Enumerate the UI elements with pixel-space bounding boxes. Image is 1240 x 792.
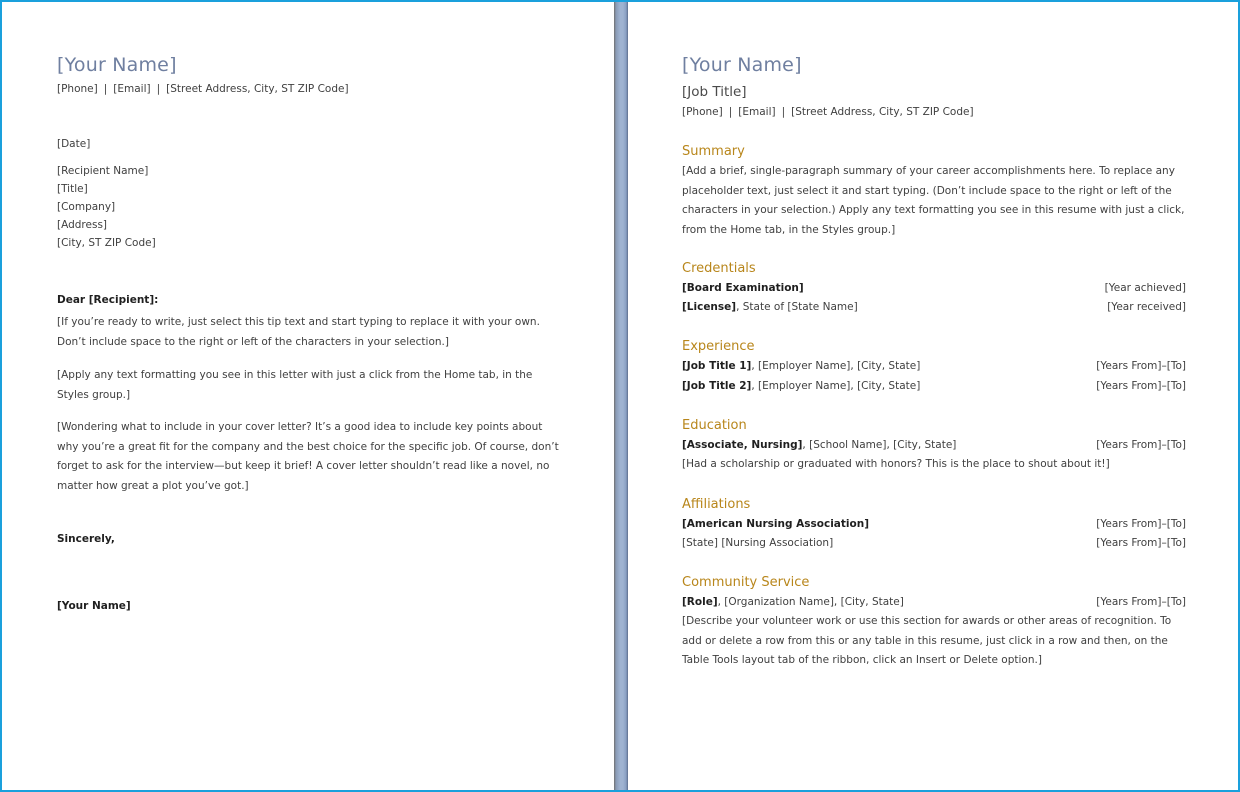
resume-email[interactable]: [Email] <box>738 106 776 118</box>
credential-name: [License] <box>682 301 737 313</box>
recipient-company[interactable]: [Company] <box>57 201 116 213</box>
education-note[interactable]: [Had a scholarship or graduated with honors? This is the place to shout about it!] <box>682 458 1110 470</box>
affiliation-dates[interactable]: [Years From]–[To] <box>1096 537 1186 549</box>
credential-row[interactable] <box>682 282 804 294</box>
letter-contact-line <box>57 83 349 95</box>
recipient-address[interactable]: [Address] <box>57 219 108 231</box>
letter-signature[interactable]: [Your Name] <box>57 600 131 612</box>
community-role: [Role] <box>682 596 718 608</box>
community-row[interactable] <box>682 596 904 608</box>
resume-contact-line <box>682 106 974 118</box>
experience-employer: , [Employer Name], [City, State] <box>751 380 921 392</box>
community-text[interactable]: [Describe your volunteer work or use this section for awards or other areas of recognition. To add or delete a row from this or any table in this resume, just click in a row and then, on the Table Tools layout tab of the ribbon, click an Insert or Delete option.] <box>682 615 1172 666</box>
education-degree: [Associate, Nursing] <box>682 439 803 451</box>
credential-date[interactable]: [Year received] <box>1107 301 1186 313</box>
letter-email[interactable]: [Email] <box>113 83 151 95</box>
section-heading-community-service[interactable]: Community Service <box>682 575 810 590</box>
education-dates[interactable]: [Years From]–[To] <box>1096 439 1186 451</box>
page-divider <box>614 2 628 790</box>
separator: | <box>781 106 786 118</box>
affiliation-detail: [State] [Nursing Association] <box>682 537 834 549</box>
summary-text[interactable]: [Add a brief, single-paragraph summary of your career accomplishments here. To replace any placeholder text, just select it and start typing. (Don’t include space to the right or left of the characters in your selection.) Apply any text formatting you see in this resume with just a click, from the Home tab, in the Styles group.] <box>682 165 1185 236</box>
recipient-city[interactable]: [City, ST ZIP Code] <box>57 237 156 249</box>
letter-paragraph[interactable]: [Wondering what to include in your cover letter? It’s a good idea to include key points about why you’re a great fit for the company and the best choice for the specific job. Of course, don’t forget to ask for the interview—but keep it brief! A cover letter shouldn’t read like a novel, no matter how great a plot you’ve got.] <box>57 421 559 492</box>
credential-name: [Board Examination] <box>682 282 804 294</box>
resume-name[interactable]: [Your Name] <box>682 54 802 76</box>
experience-row[interactable] <box>682 360 920 372</box>
cover-letter-page <box>2 2 614 790</box>
affiliation-dates[interactable]: [Years From]–[To] <box>1096 518 1186 530</box>
resume-phone[interactable]: [Phone] <box>682 106 723 118</box>
separator: | <box>103 83 108 95</box>
community-dates[interactable]: [Years From]–[To] <box>1096 596 1186 608</box>
letter-paragraph[interactable]: [Apply any text formatting you see in this letter with just a click from the Home tab, in the Styles group.] <box>57 369 533 401</box>
education-school: , [School Name], [City, State] <box>802 439 957 451</box>
resume-job-title[interactable]: [Job Title] <box>682 84 747 100</box>
experience-employer: , [Employer Name], [City, State] <box>751 360 921 372</box>
section-heading-affiliations[interactable]: Affiliations <box>682 497 751 512</box>
letter-salutation[interactable]: Dear [Recipient]: <box>57 294 159 306</box>
credential-row[interactable] <box>682 301 858 313</box>
resume-address[interactable]: [Street Address, City, ST ZIP Code] <box>791 106 974 118</box>
letter-closing[interactable]: Sincerely, <box>57 533 115 545</box>
credential-detail: , State of [State Name] <box>736 301 858 313</box>
section-heading-credentials[interactable]: Credentials <box>682 261 756 276</box>
affiliation-name: [American Nursing Association] <box>682 518 869 530</box>
experience-row[interactable] <box>682 380 920 392</box>
community-organization: , [Organization Name], [City, State] <box>717 596 904 608</box>
education-row[interactable] <box>682 439 956 451</box>
section-heading-experience[interactable]: Experience <box>682 339 755 354</box>
letter-paragraph[interactable]: [If you’re ready to write, just select this tip text and start typing to replace it with your own. Don’t include space to the right or left of the characters in your selection.] <box>57 316 540 348</box>
separator: | <box>728 106 733 118</box>
experience-job-title: [Job Title 1] <box>682 360 752 372</box>
recipient-title[interactable]: [Title] <box>57 183 88 195</box>
recipient-name[interactable]: [Recipient Name] <box>57 165 149 177</box>
letter-phone[interactable]: [Phone] <box>57 83 98 95</box>
section-heading-education[interactable]: Education <box>682 418 747 433</box>
affiliation-row[interactable] <box>682 518 869 530</box>
credential-date[interactable]: [Year achieved] <box>1104 282 1186 294</box>
experience-dates[interactable]: [Years From]–[To] <box>1096 360 1186 372</box>
letter-date[interactable]: [Date] <box>57 138 91 150</box>
experience-job-title: [Job Title 2] <box>682 380 752 392</box>
separator: | <box>156 83 161 95</box>
affiliation-row[interactable] <box>682 537 833 549</box>
experience-dates[interactable]: [Years From]–[To] <box>1096 380 1186 392</box>
letter-sender-name[interactable]: [Your Name] <box>57 54 177 76</box>
letter-address[interactable]: [Street Address, City, ST ZIP Code] <box>166 83 349 95</box>
section-heading-summary[interactable]: Summary <box>682 144 745 159</box>
resume-page <box>628 2 1238 790</box>
